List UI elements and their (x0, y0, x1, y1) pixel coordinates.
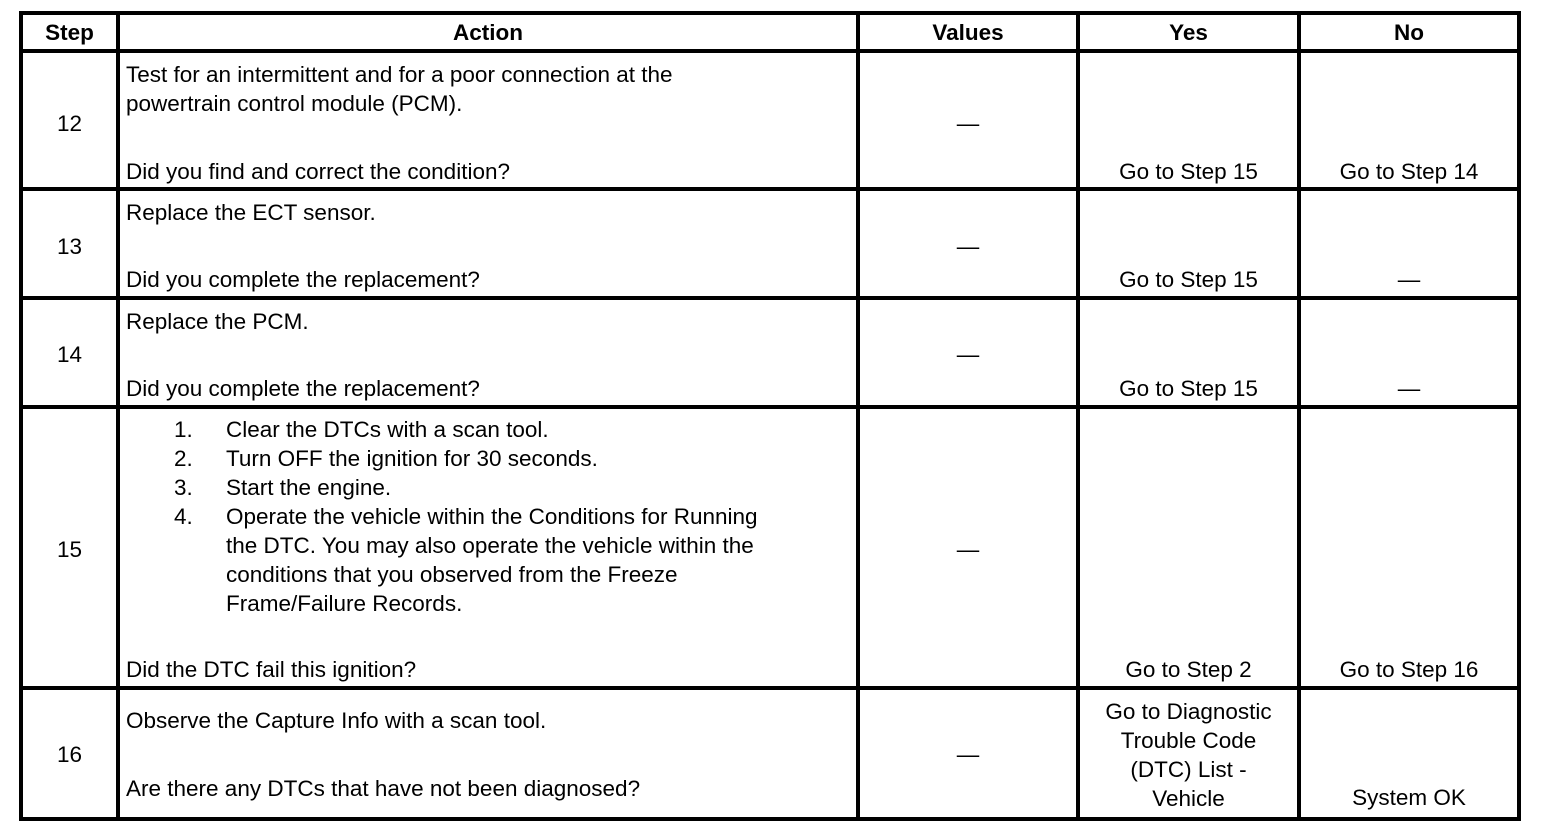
step-number: 14 (56, 342, 83, 367)
header-action: Action (453, 20, 523, 45)
value-cell: — (956, 234, 980, 259)
column-divider (1297, 11, 1301, 821)
row-divider (19, 187, 1521, 191)
no-cell: — (1397, 267, 1421, 292)
action-question: Did the DTC fail this ignition? (126, 657, 417, 682)
action-text: Observe the Capture Info with a scan tool. (126, 708, 547, 733)
row-divider (19, 686, 1521, 690)
action-question: Did you find and correct the condition? (126, 159, 510, 184)
row-divider (19, 405, 1521, 409)
action-question: Did you complete the replacement? (126, 267, 480, 292)
table-border-top (19, 11, 1521, 15)
action-text: Replace the PCM. (126, 309, 309, 334)
action-steps-list (126, 415, 758, 618)
action-text: Replace the ECT sensor. (126, 200, 376, 225)
no-cell: — (1397, 376, 1421, 401)
table-border-bottom (19, 817, 1521, 821)
list-item: 1. Clear the DTCs with a scan tool. (174, 417, 549, 442)
no-cell: Go to Step 16 (1339, 657, 1479, 682)
column-divider (1517, 11, 1521, 821)
step-number: 13 (56, 234, 83, 259)
header-yes: Yes (1169, 20, 1208, 45)
yes-cell: Go to Step 2 (1125, 657, 1252, 682)
list-item: 4. Operate the vehicle within the Conditions for Running the DTC. You may also operate the vehicle within the conditions that you observed from the Freeze Frame/Failure Records. (174, 504, 758, 616)
column-divider (116, 11, 120, 821)
yes-cell: Go to Step 15 (1119, 376, 1258, 401)
action-question: Did you complete the replacement? (126, 376, 480, 401)
no-cell: Go to Step 14 (1339, 159, 1479, 184)
action-question: Are there any DTCs that have not been diagnosed? (126, 776, 641, 801)
header-values: Values (932, 20, 1004, 45)
header-no: No (1394, 20, 1424, 45)
list-item: 2. Turn OFF the ignition for 30 seconds. (174, 446, 598, 471)
step-number: 12 (56, 111, 83, 136)
value-cell: — (956, 342, 980, 367)
yes-cell: Go to Diagnostic Trouble Code (DTC) List - Vehicle (1105, 699, 1272, 811)
yes-cell: Go to Step 15 (1119, 267, 1258, 292)
step-number: 15 (56, 537, 83, 562)
yes-cell: Go to Step 15 (1119, 159, 1258, 184)
header-divider (19, 49, 1521, 53)
action-text: Test for an intermittent and for a poor connection at the powertrain control module (PCM). (126, 62, 673, 116)
row-divider (19, 296, 1521, 300)
value-cell: — (956, 537, 980, 562)
no-cell: System OK (1352, 785, 1466, 810)
value-cell: — (956, 742, 980, 767)
step-number: 16 (56, 742, 83, 767)
list-item: 3. Start the engine. (174, 475, 392, 500)
header-step: Step (45, 20, 94, 45)
value-cell: — (956, 111, 980, 136)
